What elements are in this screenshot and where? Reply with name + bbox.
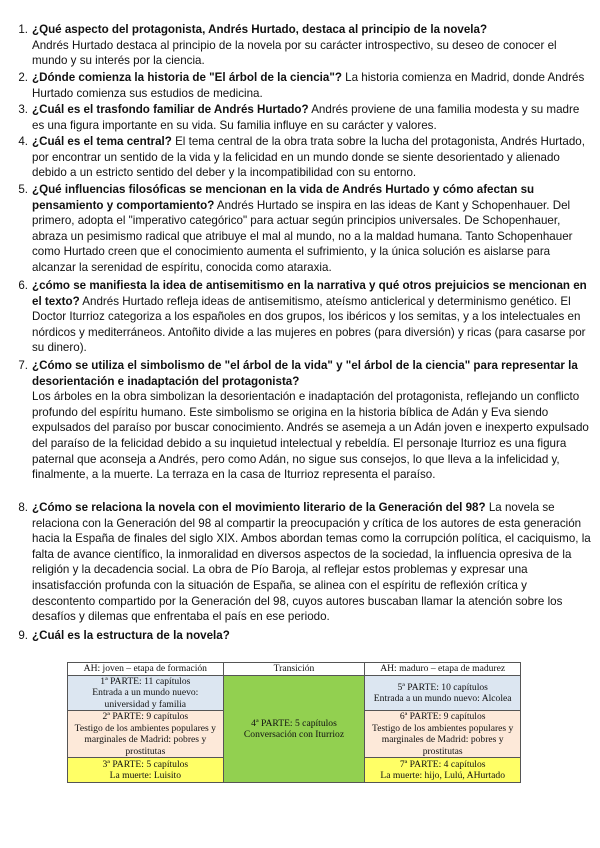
answer-text: La novela se relaciona con la Generación del 98 al compartir la preocupación y crítica de los autores de esta generación hacia la España de finales del siglo XIX. Ambos abordan temas como la corrupción política, el caciquismo, la falta de avance científico, la inmoralidad en diversos aspectos de la sociedad, la influencia opresiva de la religión y la decadencia social. La obra de Pío Baroja, al reflejar estos problemas y expresar una insatisfacción profunda con la situación de España, se alinea con el espíritu de reflexión crítica y descontento compartido por la Generación del 98, cuyos autores buscaban llamar la atención sobre los desafíos y dilemas que enfrentaba el país en ese periodo. <box>32 501 591 624</box>
question-number: 1. <box>18 23 28 36</box>
question-text: ¿Dónde comienza la historia de "El árbol de la ciencia"? <box>32 71 342 84</box>
part-description: Conversación con Iturrioz <box>243 729 345 741</box>
part-6-cell <box>365 711 521 758</box>
novel-structure-table <box>67 662 521 783</box>
part-description: La muerte: hijo, Lulú, AHurtado <box>380 770 506 782</box>
question-number: 6. <box>18 279 28 292</box>
part-description: Entrada a un mundo nuevo: universidad y familia <box>92 687 199 710</box>
question-number: 8. <box>18 501 28 514</box>
part-description: Testigo de los ambientes populares y marginales de Madrid: pobres y prostitutas <box>74 722 216 757</box>
answer-text: El tema central de la obra trata sobre la lucha del protagonista, Andrés Hurtado, por encontrar un sentido de la vida y la felicidad en un mundo donde se siente desorientado y alienado debido a un estricto sentido del deber y la incompatibilidad con su entorno. <box>32 135 585 180</box>
answer-text: La historia comienza en Madrid, donde Andrés Hurtado comienza sus estudios de medicina. <box>32 71 585 100</box>
part-description: La muerte: Luisito <box>109 770 182 782</box>
question-item-5 <box>10 182 592 276</box>
part-3-cell <box>68 758 224 783</box>
answer-text: Los árboles en la obra simbolizan la desorientación e inadaptación del protagonista, reflejando un conflicto profundo del espíritu humano. Este simbolismo se origina en la historia bíblica de Adán y Eva siendo expulsados del paraíso por buscar conocimiento. Andrés se asemeja a un Adán joven e inexperto expulsado del paraíso de la felicidad debido a su inquietud intelectual y rebeldía. El personaje Iturrioz es una figura paternal que aconseja a Andrés, pero como Adán, no sigue sus consejos, lo que lleva a la infelicidad y, finalmente, a la muerte. La terraza en la casa de Iturrioz representa el paraíso. <box>32 390 589 482</box>
question-item-2 <box>10 70 592 101</box>
question-item-9 <box>10 628 592 644</box>
question-number: 9. <box>18 629 28 642</box>
part-description: Entrada a un mundo nuevo: Alcolea <box>373 693 512 705</box>
question-text: ¿Cómo se utiliza el simbolismo de "el árbol de la vida" y "el árbol de la ciencia" para representar la desorientación e inadaptación del protagonista? <box>32 359 578 388</box>
part-1-cell <box>68 676 224 711</box>
question-item-8 <box>10 500 592 625</box>
part-title: 6ª PARTE: 9 capítulos <box>399 711 486 723</box>
part-title: 2ª PARTE: 9 capítulos <box>102 711 189 723</box>
structure-header-row <box>68 663 521 676</box>
question-text: ¿Cuál es el trasfondo familiar de Andrés Hurtado? <box>32 103 309 116</box>
question-number: 7. <box>18 359 28 372</box>
question-number: 3. <box>18 103 28 116</box>
question-text: ¿Cómo se relaciona la novela con el movimiento literario de la Generación del 98? <box>32 501 486 514</box>
part-title: 4ª PARTE: 5 capítulos <box>251 717 337 729</box>
part-title: 1ª PARTE: 11 capítulos <box>100 676 191 687</box>
question-number: 4. <box>18 135 28 148</box>
question-text: ¿Qué influencias filosóficas se mencionan en la vida de Andrés Hurtado y cómo afectan su pensamiento y comportamiento? <box>32 183 535 212</box>
header-transition: Transición <box>223 663 365 676</box>
header-mature-stage: AH: maduro – etapa de madurez <box>365 663 521 676</box>
question-text: ¿Cuál es la estructura de la novela? <box>32 629 230 642</box>
part-title: 5ª PARTE: 10 capítulos <box>397 681 488 693</box>
header-young-stage: AH: joven – etapa de formación <box>68 663 224 676</box>
question-text: ¿cómo se manifiesta la idea de antisemitismo en la narrativa y qué otros prejuicios se mencionan en el texto? <box>32 279 587 308</box>
answer-text: Andrés Hurtado destaca al principio de la novela por su carácter introspectivo, su deseo de conocer el mundo y su interés por la ciencia. <box>32 38 557 68</box>
answer-text: Andrés Hurtado se inspira en las ideas de Kant y Schopenhauer. Del primero, adopta el "imperativo categórico" para actuar según principios universales. De Schopenhauer, abraza un pesimismo radical que atribuye el mal al mundo, no a la maldad humana. Tanto Schopenhauer como Hurtado creen que el conocimiento aumenta el sufrimiento, y la única solución es aislarse para alcanzar la serenidad de espíritu, conocida como ataraxia. <box>32 198 573 274</box>
question-text: ¿Cuál es el tema central? <box>32 135 172 148</box>
answer-text: Andrés Hurtado refleja ideas de antisemitismo, ateísmo anticlerical y determinismo genético. El Doctor Iturrioz categoriza a los españoles en dos grupos, los ibéricos y los semitas, y a los intelectuales en nórdicos y mediterráneos. Antoñito divide a las mujeres en pobres (para diversión) y ricas (para casarse por su dinero). <box>32 294 586 355</box>
structure-row-1 <box>68 676 521 711</box>
part-2-cell <box>68 711 224 758</box>
part-4-transition-cell <box>223 676 365 783</box>
question-item-3 <box>10 102 592 133</box>
part-description: Testigo de los ambientes populares y marginales de Madrid: pobres y prostitutas <box>372 722 514 757</box>
part-title: 3ª PARTE: 5 capítulos <box>102 758 189 770</box>
question-number: 5. <box>18 183 28 196</box>
part-7-cell <box>365 758 521 783</box>
part-5-cell <box>365 676 521 711</box>
question-item-4 <box>10 134 592 181</box>
answer-text: Andrés proviene de una familia modesta y su madre es una figura importante en su vida. Su familia influye en su carácter y valores. <box>32 103 580 132</box>
part-title: 7ª PARTE: 4 capítulos <box>399 758 486 770</box>
question-item-6 <box>10 278 592 356</box>
question-item-7 <box>10 358 592 483</box>
question-number: 2. <box>18 71 28 84</box>
question-item-1 <box>10 22 592 69</box>
question-text: ¿Qué aspecto del protagonista, Andrés Hurtado, destaca al principio de la novela? <box>32 23 488 36</box>
